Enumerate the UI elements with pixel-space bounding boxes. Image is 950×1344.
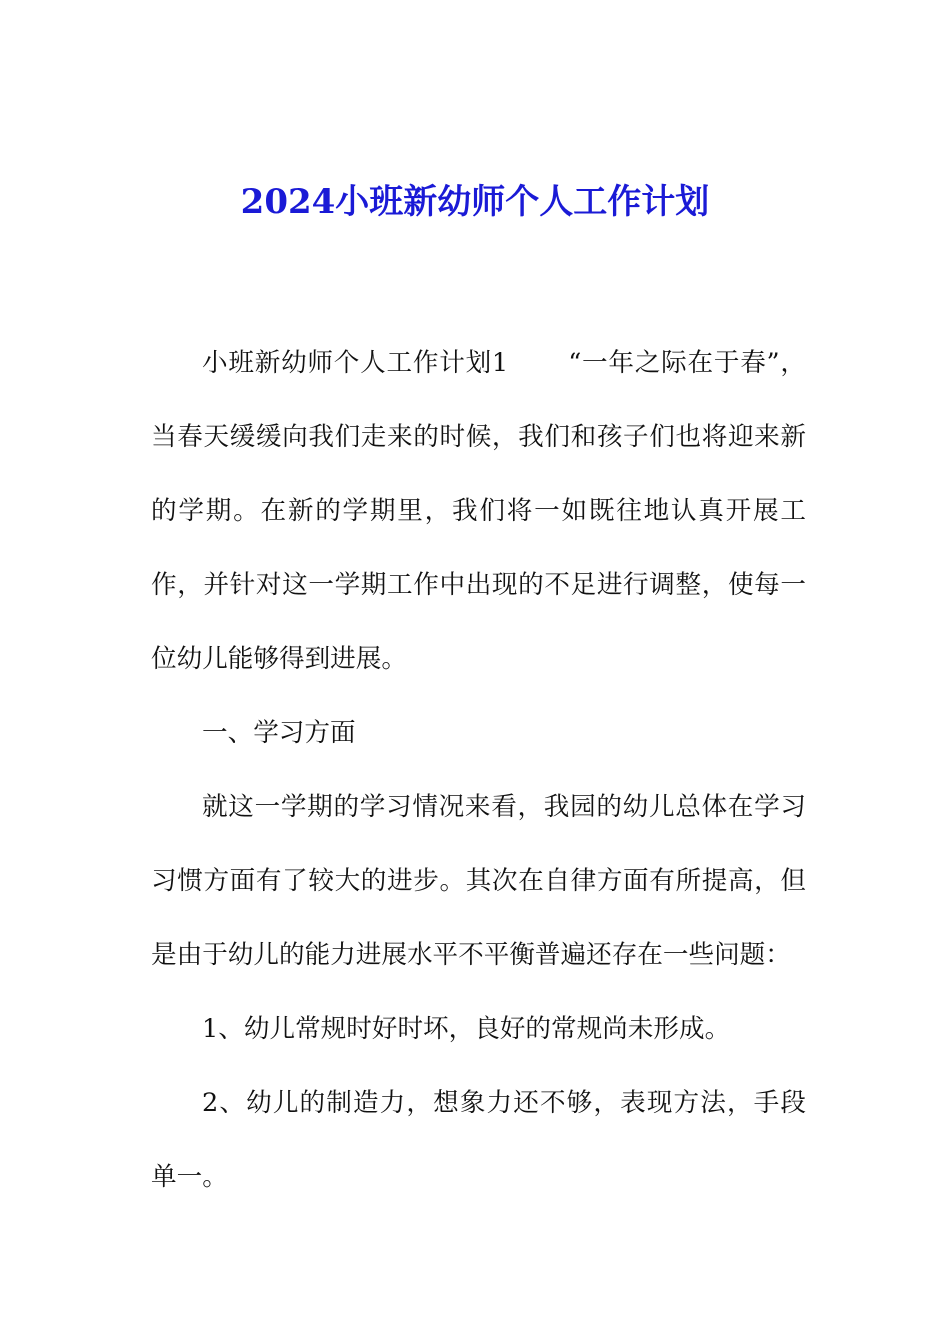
paragraph-text: 就这一学期的学习情况来看，我园的幼儿总体在学习习惯方面有了较大的进步。其次在自律方面有所提高，但是由于幼儿的能力进展水平不平衡普遍还存在一些问题： <box>151 792 806 970</box>
paragraph-intro <box>151 326 806 696</box>
list-item: 1、幼儿常规时好时坏，良好的常规尚未形成。 <box>202 1014 731 1044</box>
section-heading: 一、学习方面 <box>202 718 356 748</box>
document-title: 2024小班新幼师个人工作计划 <box>240 182 710 222</box>
paragraph-text: “一年之际在于春”，当春天缓缓向我们走来的时候，我们和孩子们也将迎来新的学期。在新的学期里，我们将一如既往地认真开展工作，并针对这一学期工作中出现的不足进行调整，使每一位幼儿能够得到进展。 <box>151 348 806 674</box>
plan-heading: 小班新幼师个人工作计划1 <box>202 348 509 378</box>
document-body <box>151 326 806 1214</box>
list-item: 2、幼儿的制造力，想象力还不够，表现方法，手段单一。 <box>151 1088 806 1192</box>
